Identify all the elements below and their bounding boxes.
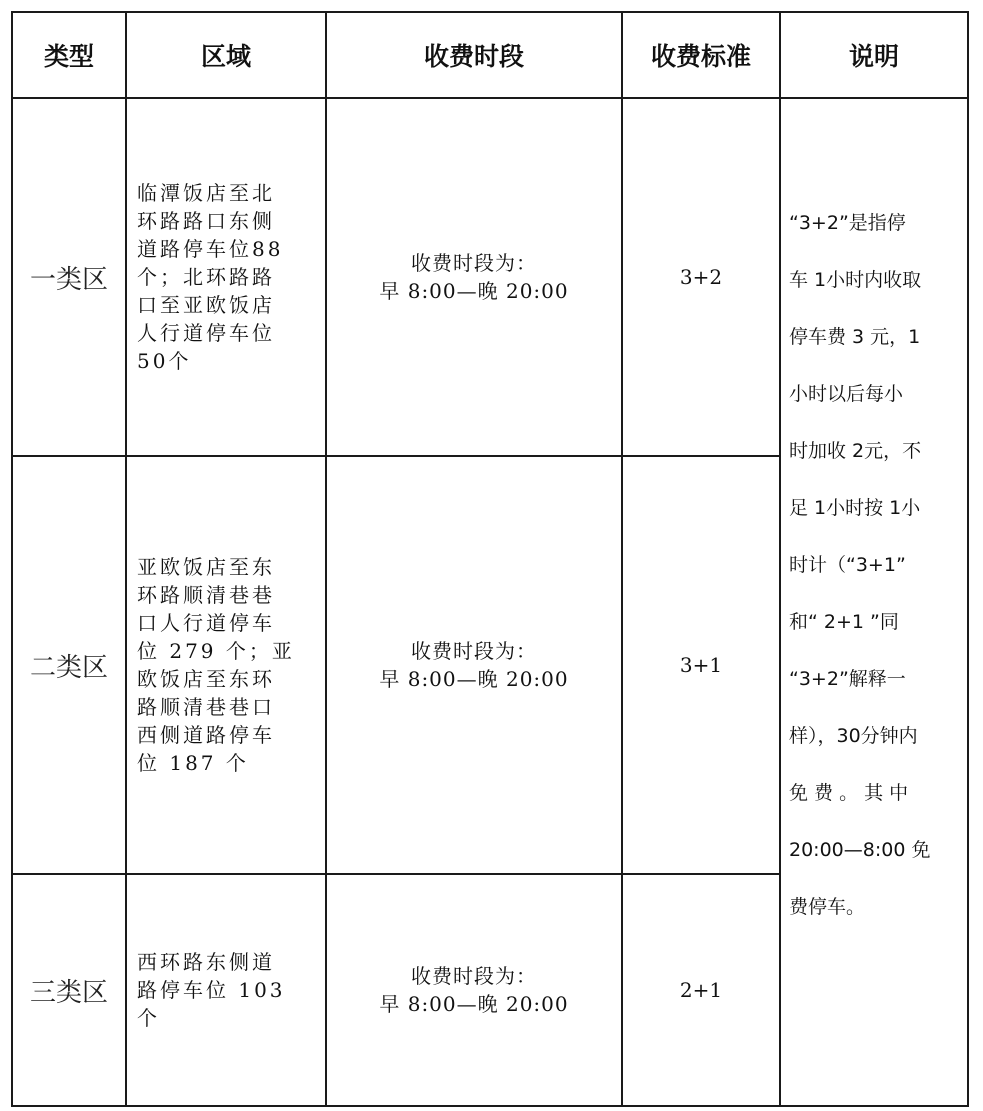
area-line: 路停车位 103	[137, 978, 286, 1002]
note-line: 免 费 。 其 中	[789, 782, 909, 804]
area-line: 西环路东侧道	[137, 950, 275, 974]
area-line: 50个	[137, 349, 192, 373]
fee-period	[326, 456, 622, 874]
zone-type: 二类区	[12, 456, 126, 874]
area-line: 口至亚欧饭店	[137, 293, 275, 317]
note-line: 足 1小时按 1小	[789, 497, 921, 519]
note-line: 样），30分钟内	[789, 725, 918, 747]
note-line: 车 1小时内收取	[789, 269, 922, 291]
header-rate: 收费标准	[622, 12, 780, 98]
fee-period-hours: 早 8:00—晚 20:00	[379, 667, 569, 691]
fee-period	[326, 874, 622, 1106]
note-line: 停车费 3 元，1	[789, 326, 921, 348]
area-line: 口人行道停车	[137, 611, 275, 635]
fee-period	[326, 98, 622, 456]
area-line: 欧饭店至东环	[137, 667, 275, 691]
area-line: 临潭饭店至北	[137, 181, 275, 205]
zone-type: 一类区	[12, 98, 126, 456]
header-note: 说明	[780, 12, 968, 98]
zone-area	[126, 456, 326, 874]
zone-area	[126, 874, 326, 1106]
fee-period-hours: 早 8:00—晚 20:00	[379, 992, 569, 1016]
area-line: 人行道停车位	[137, 321, 275, 345]
note-line: 时加收 2元，不	[789, 440, 922, 462]
area-line: 西侧道路停车	[137, 723, 275, 747]
fee-period-label: 收费时段为：	[411, 251, 537, 275]
fee-rate: 2+1	[622, 874, 780, 1106]
note-line: 费停车。	[789, 896, 866, 918]
area-line: 环路顺清巷巷	[137, 583, 275, 607]
fee-explanation	[780, 98, 968, 1106]
table-row	[12, 98, 968, 456]
zone-area	[126, 98, 326, 456]
note-line: 时计（“3+1”	[789, 554, 906, 576]
area-line: 亚欧饭店至东	[137, 555, 275, 579]
area-line: 位 187 个	[137, 751, 249, 775]
area-line: 个	[137, 1006, 160, 1030]
fee-rate: 3+1	[622, 456, 780, 874]
fee-rate: 3+2	[622, 98, 780, 456]
area-line: 环路路口东侧	[137, 209, 275, 233]
note-line: “3+2”是指停	[789, 212, 906, 234]
fee-period-label: 收费时段为：	[411, 639, 537, 663]
area-line: 道路停车位88	[137, 237, 284, 261]
area-line: 位 279 个；亚	[137, 639, 295, 663]
zone-type: 三类区	[12, 874, 126, 1106]
parking-fee-table	[11, 11, 969, 1107]
header-row	[12, 12, 968, 98]
header-type: 类型	[12, 12, 126, 98]
area-line: 个；北环路路	[137, 265, 275, 289]
header-area: 区域	[126, 12, 326, 98]
note-line: 和“ 2+1 ”同	[789, 611, 899, 633]
fee-period-hours: 早 8:00—晚 20:00	[379, 279, 569, 303]
fee-period-label: 收费时段为：	[411, 964, 537, 988]
note-line: 小时以后每小	[789, 383, 904, 405]
area-line: 路顺清巷巷口	[137, 695, 275, 719]
note-line: 20:00—8:00 免	[789, 839, 931, 861]
note-line: “3+2”解释一	[789, 668, 906, 690]
header-time: 收费时段	[326, 12, 622, 98]
